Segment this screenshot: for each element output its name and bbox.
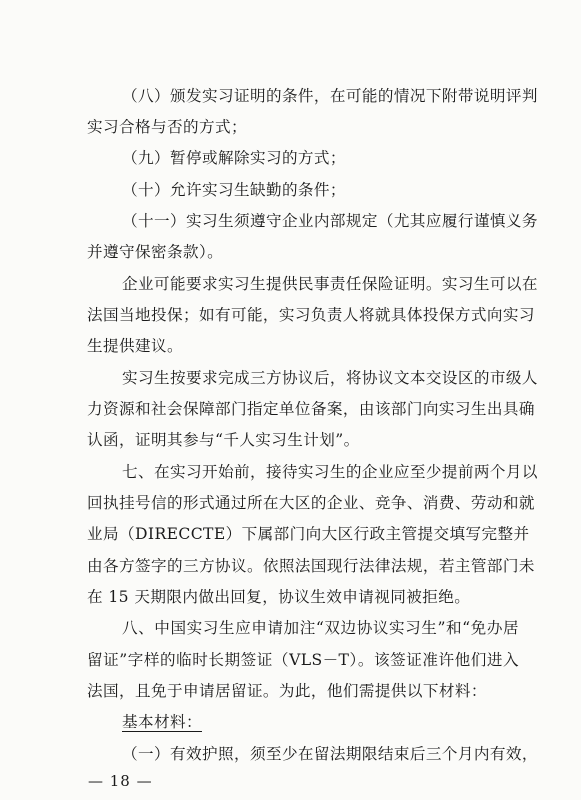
section-heading-basic-materials: 基本材料： [122,713,202,731]
text-line-11: 力资源和社会保障部门指定单位备案，由该部门向实习生出具确 [87,400,535,418]
text-line-7: 企业可能要求实习生提供民事责任保险证明。实习生可以在 [122,275,538,293]
text-line-5: （十一）实习生须遵守企业内部规定（尤其应履行谨慎义务 [122,212,538,230]
text-line-14: 回执挂号信的形式通过所在大区的企业、竞争、消费、劳动和就 [87,494,535,512]
text-line-22: （一）有效护照，须至少在留法期限结束后三个月内有效， [122,745,538,763]
text-line-20: 法国，且免于申请居留证。为此，他们需提供以下材料： [87,682,487,700]
text-line-9: 生提供建议。 [87,337,183,355]
text-line-3: （九）暂停或解除实习的方式； [122,149,346,167]
text-line-16: 由各方签字的三方协议。依照法国现行法律法规，若主管部门未 [87,557,535,575]
text-line-4: （十）允许实习生缺勤的条件； [122,181,346,199]
text-line-6: 并遵守保密条款）。 [87,243,224,261]
text-line-1: （八）颁发实习证明的条件，在可能的情况下附带说明评判 [122,87,538,105]
text-line-10: 实习生按要求完成三方协议后，将协议文本交设区的市级人 [122,369,538,387]
text-line-18: 八、中国实习生应申请加注“双边协议实习生”和“免办居 [122,619,519,637]
text-line-17: 在 15 天期限内做出回复，协议生效申请视同被拒绝。 [87,588,471,606]
page-number: — 18 — [88,772,153,790]
text-line-12: 认函，证明其参与“千人实习生计划”。 [87,431,360,449]
text-line-19: 留证”字样的临时长期签证（VLS－T）。该签证准许他们进入 [87,651,519,669]
text-line-8: 法国当地投保；如有可能，实习负责人将就具体投保方式向实习 [87,306,535,324]
text-line-2: 实习合格与否的方式； [87,118,247,136]
text-line-13: 七、在实习开始前，接待实习生的企业应至少提前两个月以 [122,463,538,481]
text-line-15: 业局（DIRECCTE）下属部门向大区行政主管提交填写完整并 [87,525,530,543]
